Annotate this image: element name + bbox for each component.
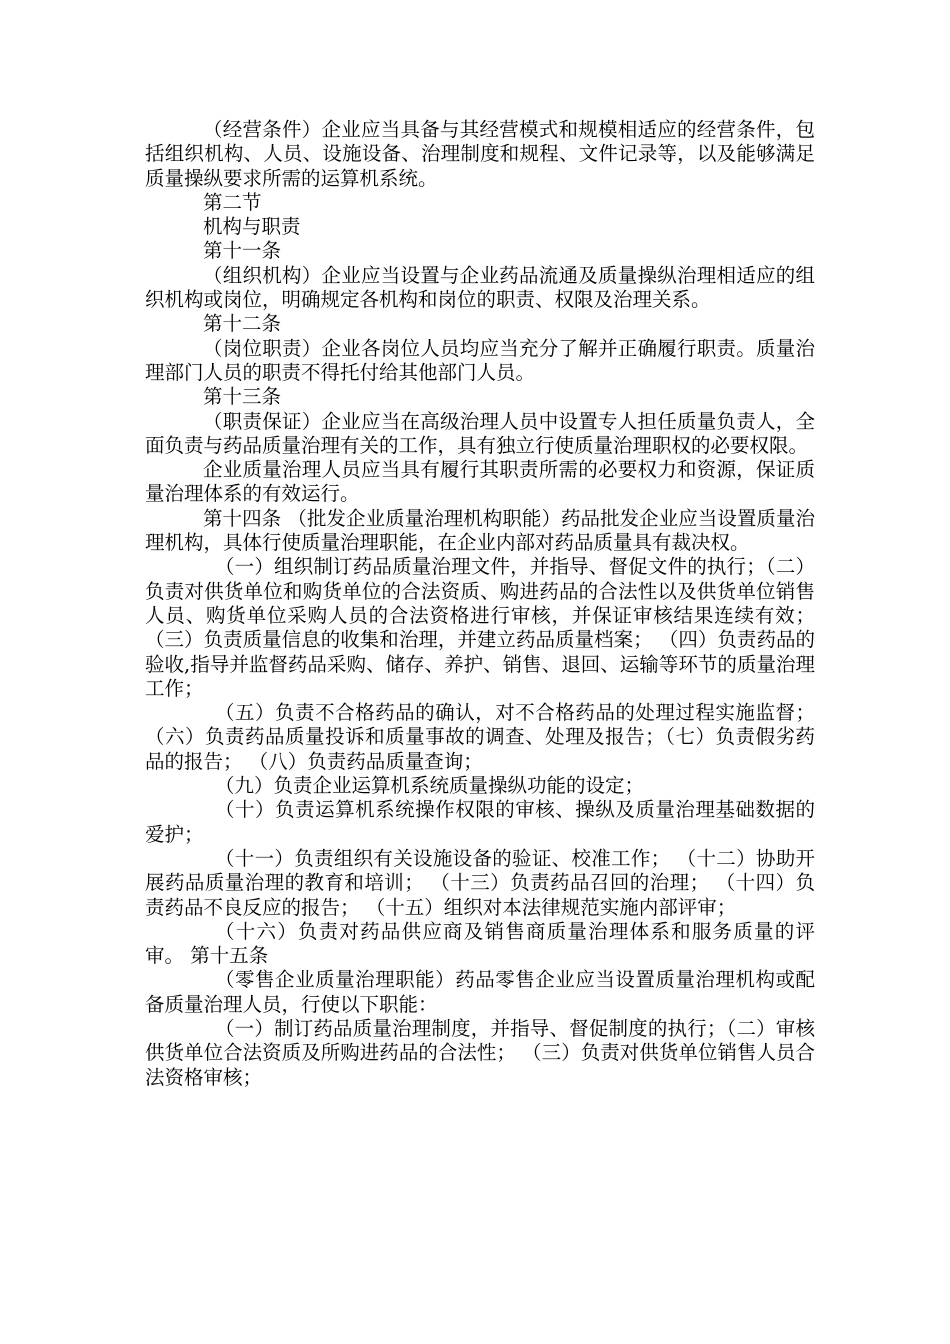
article-heading: 第十三条 bbox=[203, 385, 282, 409]
list-item: （一）组织制订药品质量治理文件，并指导、督促文件的执行；（二）负责对供货单位和购货单位的合法资质、购进药品的合法性以及供货单位销售人员、购货单位采购人员的合法资格进行审核，并保证审核结果连续有效； （三）负责质量信息的收集和治理，并建立药品质量档案； （四）负责药品的验收,指导并监督药品采购、储存、养护、销售、退回、运输等环节的质量治理工作； bbox=[145, 555, 822, 700]
paragraph-quality-personnel: 企业质量治理人员应当具有履行其职责所需的必要权力和资源，保证质量治理体系的有效运行。 bbox=[145, 458, 815, 506]
paragraph-wholesale-quality: 第十四条 （批发企业质量治理机构职能）药品批发企业应当设置质量治理机构，具体行使质量治理职能，在企业内部对药品质量具有裁决权。 bbox=[145, 506, 815, 555]
paragraph-position-duties: （岗位职责）企业各岗位人员均应当充分了解并正确履行职责。质量治理部门人员的职责不得托付给其他部门人员。 bbox=[145, 336, 815, 384]
list-item: （十一）负责组织有关设施设备的验证、校准工作； （十二）协助开展药品质量治理的教育和培训； （十三）负责药品召回的治理； （十四）负责药品不良反应的报告； （十五）组织对本法律规范实施内部评审； bbox=[145, 846, 815, 919]
list-item: （九）负责企业运算机系统质量操纵功能的设定； bbox=[215, 774, 645, 798]
paragraph-retail-quality: （零售企业质量治理职能）药品零售企业应当设置质量治理机构或配备质量治理人员，行使以下职能： bbox=[145, 968, 815, 1016]
paragraph-duty-guarantee: （职责保证）企业应当在高级治理人员中设置专人担任质量负责人，全面负责与药品质量治理有关的工作，具有独立行使质量治理职权的必要权限。 bbox=[145, 409, 815, 457]
section-title: 机构与职责 bbox=[203, 215, 301, 239]
paragraph-organization: （组织机构）企业应当设置与企业药品流通及质量操纵治理相适应的组织机构或岗位，明确规定各机构和岗位的职责、权限及治理关系。 bbox=[145, 263, 815, 312]
article-heading: 第十一条 bbox=[203, 239, 282, 263]
article-heading: 第十二条 bbox=[203, 312, 282, 336]
list-item: （五）负责不合格药品的确认，对不合格药品的处理过程实施监督； （六）负责药品质量投诉和质量事故的调查、处理及报告；（七）负责假劣药品的报告； （八）负责药品质量查询； bbox=[145, 701, 822, 773]
list-item: （十六）负责对药品供应商及销售商质量治理体系和服务质量的评审。 第十五条 bbox=[145, 919, 815, 968]
list-item: （一）制订药品质量治理制度，并指导、督促制度的执行；（二）审核供货单位合法资质及所购进药品的合法性； （三）负责对供货单位销售人员合法资格审核； bbox=[145, 1016, 815, 1089]
list-item: （十）负责运算机系统操作权限的审核、操纵及质量治理基础数据的爱护； bbox=[145, 798, 815, 846]
document-body bbox=[145, 118, 822, 1090]
section-heading: 第二节 bbox=[203, 190, 262, 214]
paragraph-business-conditions: （经营条件）企业应当具备与其经营模式和规模相适应的经营条件，包括组织机构、人员、设施设备、治理制度和规程、文件记录等，以及能够满足质量操纵要求所需的运算机系统。 bbox=[145, 118, 815, 190]
